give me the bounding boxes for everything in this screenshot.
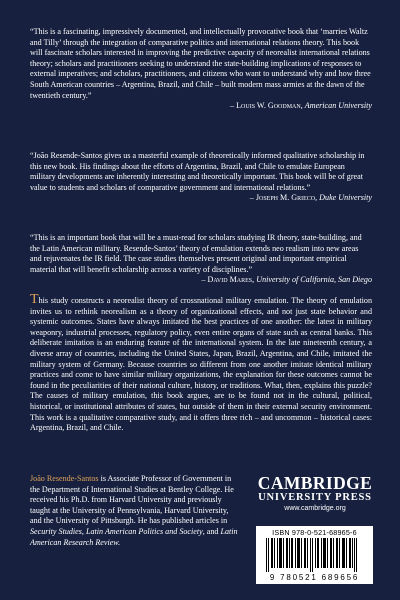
publisher-name: CAMBRIDGE: [257, 473, 373, 493]
quote-text: “This is an important book that will be a must-read for scholars studying IR theory, state-building, and the Latin American military. Resende-Santos’ theory of emulation extends neo realism into new areas and rejuvenates the IR field. The case studies themselves present original and important empirical material that will benefit scholarship across a variety of disciplines.”: [30, 233, 362, 274]
bio-text: is Associate Professor of Government in the Department of International Studies at Bentley College. He received his Ph.D. from Harvard University and previously taught at the University of Pennsylvania, Harvard University, and the University of Pittsburgh. He has published articles in: [30, 474, 234, 526]
endorser-affiliation: University of California, San Diego: [256, 275, 372, 285]
description-text: his study constructs a neorealist theory of crossnational military emulation. The theory of emulation invites us to rethink neorealism as a theory of organizational effects, and not just state behavior and systemic outcomes. States have always imitated the best practices of one another: the latest in military weaponry, industrial processes, regulatory policy, even entire organs of state such as central banks. This deliberate imitation is an enduring feature of the international system. In the late nineteenth century, a diverse array of countries, including the United States, Japan, Brazil, Argentina, and Chile, imitated the military system of Germany. Because countries so different from one another imitate identical military practices and come to have similar military organizations, the explanation for these outcomes cannot be found in the peculiarities of their national culture, history, or traditions. What, then, explains this puzzle? The causes of military emulation, this book argues, are to be found not in the cultural, political, historical, or institutional attributes of states, but outside of them in their external security environment. This work is a qualitative comparative study, and it offers three rich – and uncommon – historical cases: Argentina, Brazil, and Chile.: [30, 296, 372, 433]
quote-text: “This is a fascinating, impressively documented, and intellectually provocative book that ‘marries Waltz and Tilly’ through the integration of comparative politics and international relations theory. This book will fascinate scholars interested in improving the predictive capacity of neorealist international relations theory; scholars and practitioners seeking to understand the state-building implications of responses to external imperatives; and scholars, practitioners, and citizens who want to understand why and how three South American countries – Argentina, Brazil, and Chile – built modern mass armies at the dawn of the twentieth century.”: [30, 27, 371, 100]
drop-cap: T: [30, 292, 39, 307]
endorser-name: – David Mares,: [201, 275, 255, 285]
barcode-digits: 9 780521 689656: [269, 573, 360, 582]
author-bio: [30, 474, 242, 548]
publisher-url: www.cambridge.org: [284, 505, 346, 512]
quote-attribution: [30, 193, 372, 204]
author-name: João Resende-Santos: [30, 474, 99, 483]
endorser-affiliation: Duke University: [319, 193, 372, 203]
endorser-affiliation: American University: [304, 101, 372, 111]
endorser-name: – Joseph M. Grieco,: [249, 193, 318, 203]
publisher-subname: UNIVERSITY PRESS: [258, 492, 372, 503]
quote-text: “João Resende-Santos gives us a masterful example of theoretically informed qualitative scholarship in this new book. His findings about the efforts of Argentina, Brazil, and Chile to emulate European military developments are inherently interesting and theoretically important. This book will be of great value to students and scholars of comparative government and international relations.”: [30, 151, 365, 192]
publisher-logo: [256, 474, 374, 514]
quote-attribution: [30, 275, 372, 286]
barcode-icon: [260, 538, 369, 572]
barcode-box: [256, 526, 373, 584]
quote-attribution: [30, 101, 372, 112]
bio-journals: Latin American Research Review.: [30, 526, 238, 547]
book-description: [30, 292, 372, 434]
endorsement-quote: [30, 233, 372, 286]
bio-text: , and: [202, 526, 221, 536]
endorsement-quote: [30, 151, 372, 204]
endorsement-quote: [30, 27, 372, 112]
bio-journals: Security Studies, Latin American Politics and Society: [30, 526, 203, 536]
isbn-text: ISBN 978-0-521-68965-6: [272, 528, 357, 537]
endorser-name: – Louis W. Goodman,: [230, 101, 303, 111]
